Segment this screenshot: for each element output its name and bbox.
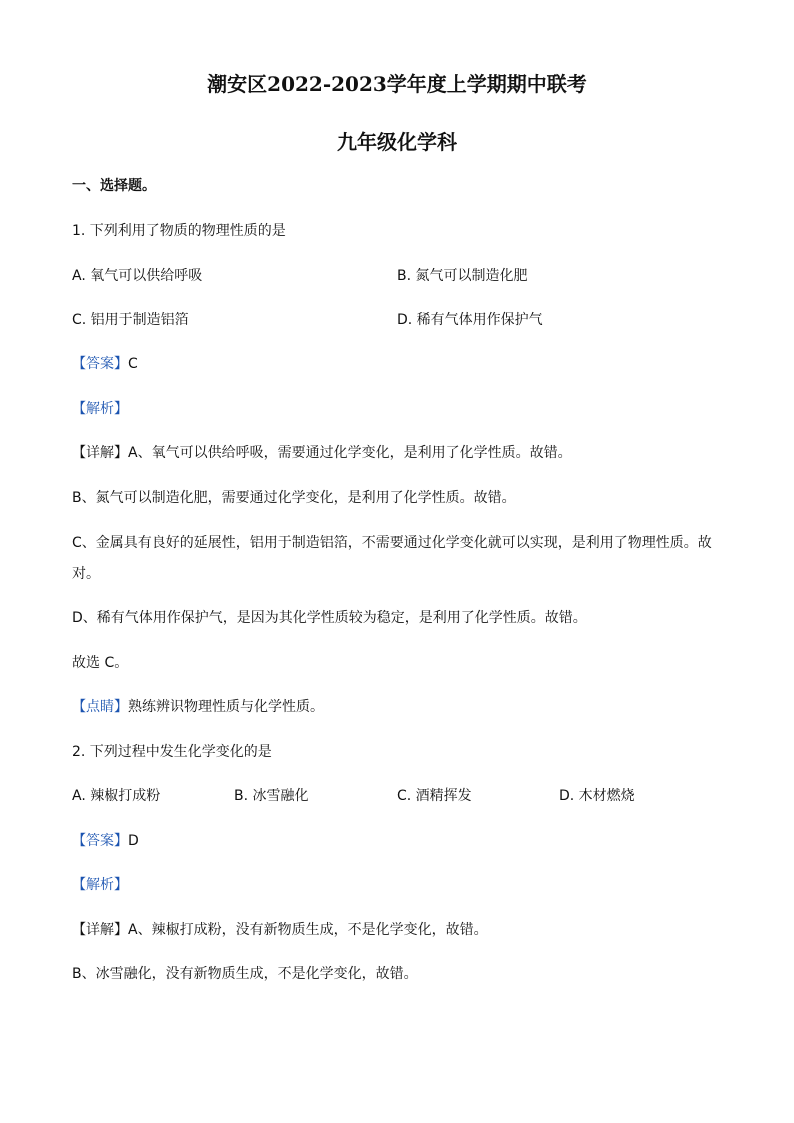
q2-stem: 2. 下列过程中发生化学变化的是 — [72, 744, 272, 760]
answer-tag: 【答案】 — [72, 356, 128, 372]
analysis-tag: 【解析】 — [72, 877, 128, 893]
detail-text: A、氧气可以供给呼吸，需要通过化学变化，是利用了化学性质。故错。 — [128, 445, 572, 461]
q1-analysis — [72, 399, 128, 419]
q1-tip — [72, 697, 324, 717]
q2-option-d: D. 木材燃烧 — [559, 788, 635, 804]
tip-tag: 【点睛】 — [72, 699, 128, 715]
answer-value: D — [128, 833, 139, 849]
analysis-tag: 【解析】 — [72, 401, 128, 417]
detail-tag: 【详解】 — [72, 445, 128, 461]
q2-answer — [72, 831, 139, 851]
q2-option-b: B. 冰雪融化 — [234, 788, 309, 804]
q1-detail-c-line2: 对。 — [72, 566, 100, 582]
q2-analysis — [72, 875, 128, 895]
q2-detail-b: B、冰雪融化，没有新物质生成，不是化学变化，故错。 — [72, 966, 418, 982]
tip-text: 熟练辨识物理性质与化学性质。 — [128, 699, 324, 715]
document-subtitle: 九年级化学科 — [337, 130, 457, 154]
detail-tag: 【详解】 — [72, 922, 128, 938]
q1-option-c: C. 铝用于制造铝箔 — [72, 312, 189, 328]
detail-text: A、辣椒打成粉，没有新物质生成，不是化学变化，故错。 — [128, 922, 488, 938]
q1-detail-b: B、氮气可以制造化肥，需要通过化学变化，是利用了化学性质。故错。 — [72, 490, 516, 506]
q1-detail-d: D、稀有气体用作保护气，是因为其化学性质较为稳定，是利用了化学性质。故错。 — [72, 610, 587, 626]
answer-tag: 【答案】 — [72, 833, 128, 849]
q1-stem: 1. 下列利用了物质的物理性质的是 — [72, 223, 286, 239]
q1-answer — [72, 354, 138, 374]
q1-option-d: D. 稀有气体用作保护气 — [397, 312, 543, 328]
q1-option-b: B. 氮气可以制造化肥 — [397, 268, 528, 284]
document-title: 潮安区2022-2023学年度上学期期中联考 — [207, 72, 587, 96]
section-heading: 一、选择题。 — [72, 178, 156, 194]
q2-detail-a — [72, 920, 488, 940]
q1-option-a: A. 氧气可以供给呼吸 — [72, 268, 203, 284]
answer-value: C — [128, 356, 138, 372]
q1-detail-c-line1: C、金属具有良好的延展性，铝用于制造铝箔，不需要通过化学变化就可以实现，是利用了物理性质。故 — [72, 535, 712, 551]
q2-option-a: A. 辣椒打成粉 — [72, 788, 161, 804]
q1-conclusion: 故选 C。 — [72, 655, 129, 671]
q1-detail-a — [72, 443, 572, 463]
q2-option-c: C. 酒精挥发 — [397, 788, 472, 804]
